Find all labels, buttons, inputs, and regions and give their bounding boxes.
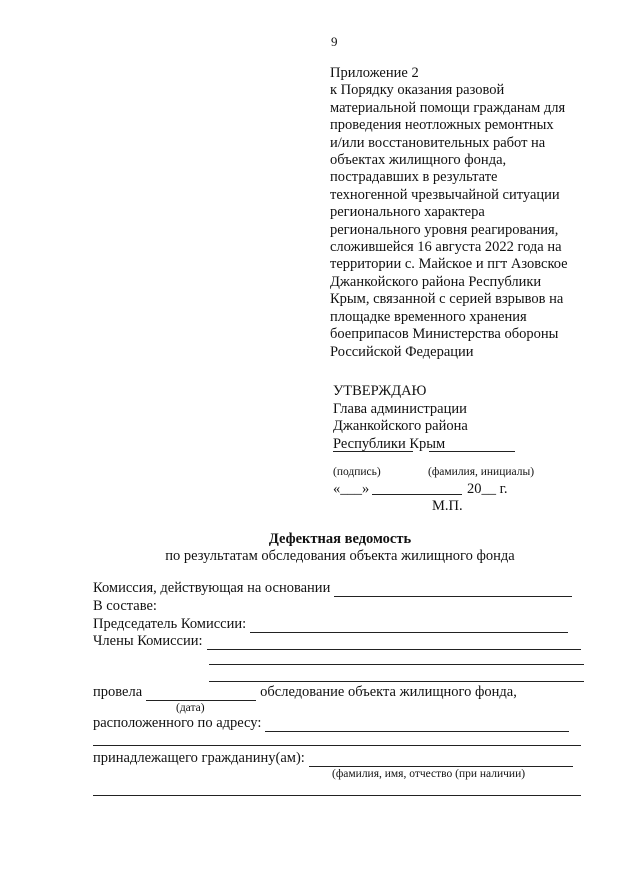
name-hint: (фамилия, инициалы) <box>428 466 535 478</box>
composition-row <box>93 598 157 615</box>
chairman-label: Председатель Комиссии: <box>93 616 247 632</box>
survey-text: обследование объекта жилищного фонда, <box>260 684 517 700</box>
owner-field-continued[interactable] <box>93 795 581 796</box>
appendix-line: техногенной чрезвычайной ситуации <box>330 186 560 203</box>
approver-region: Республики Крым <box>333 435 446 452</box>
conducted-row <box>93 684 517 701</box>
conducted-label: провела <box>93 684 143 700</box>
owner-label: принадлежащего гражданину(ам): <box>93 750 305 766</box>
address-field-continued[interactable] <box>93 745 581 746</box>
appendix-line: сложившейся 16 августа 2022 года на <box>330 239 562 256</box>
signature-hint: (подпись) <box>333 466 381 478</box>
address-label: расположенного по адресу: <box>93 715 262 731</box>
member-field[interactable] <box>209 681 584 682</box>
appendix-line: регионального характера <box>330 204 485 221</box>
stamp-placeholder: М.П. <box>432 498 463 514</box>
appendix-line: и/или восстановительных работ на <box>330 134 546 151</box>
appendix-line: площадке временного хранения <box>330 308 527 325</box>
address-field[interactable] <box>265 717 569 732</box>
composition-label: В составе: <box>93 598 157 614</box>
owner-hint: (фамилия, имя, отчество (при наличии) <box>332 768 526 780</box>
date-day: «___» <box>333 481 370 497</box>
appendix-line: объектах жилищного фонда, <box>330 152 507 169</box>
appendix-line: проведения неотложных ремонтных <box>330 117 554 134</box>
name-line <box>429 451 515 452</box>
date-month-line <box>372 494 462 495</box>
date-year: 20__ г. <box>467 481 508 497</box>
appendix-line: пострадавших в результате <box>330 169 498 186</box>
appendix-line: регионального уровня реагирования, <box>330 221 559 238</box>
appendix-line: Крым, связанной с серией взрывов на <box>330 291 564 308</box>
appendix-block <box>330 65 568 361</box>
appendix-line: территории с. Майское и пгт Азовское <box>330 256 568 273</box>
approve-heading: УТВЕРЖДАЮ <box>333 383 427 399</box>
appendix-line: материальной помощи гражданам для <box>330 99 566 116</box>
owner-field[interactable] <box>309 752 573 767</box>
members-label: Члены Комиссии: <box>93 633 203 649</box>
member-field[interactable] <box>209 664 584 665</box>
chairman-field[interactable] <box>250 618 568 633</box>
owner-row <box>93 750 573 767</box>
members-row <box>93 633 581 650</box>
appendix-line: Российской Федерации <box>330 343 474 360</box>
appendix-line: Джанкойского района Республики <box>330 273 542 290</box>
survey-date-field[interactable] <box>146 686 256 701</box>
document-title: Дефектная ведомость <box>268 531 412 547</box>
signature-line <box>333 451 413 452</box>
appendix-line: боеприпасов Министерства обороны <box>330 326 559 343</box>
commission-label: Комиссия, действующая на основании <box>93 580 331 596</box>
member-field[interactable] <box>207 635 581 650</box>
chairman-row <box>93 616 568 633</box>
date-hint: (дата) <box>176 702 205 714</box>
page-number: 9 <box>331 34 338 49</box>
document-subtitle: по результатам обследования объекта жилищного фонда <box>165 548 515 564</box>
approver-district: Джанкойского района <box>333 418 468 435</box>
appendix-line: к Порядку оказания разовой <box>330 82 505 99</box>
commission-basis-field[interactable] <box>334 582 572 597</box>
address-row <box>93 715 569 732</box>
approval-block <box>333 383 468 453</box>
approver-position: Глава администрации <box>333 400 467 417</box>
appendix-line: Приложение 2 <box>330 65 419 81</box>
commission-row <box>93 580 572 597</box>
